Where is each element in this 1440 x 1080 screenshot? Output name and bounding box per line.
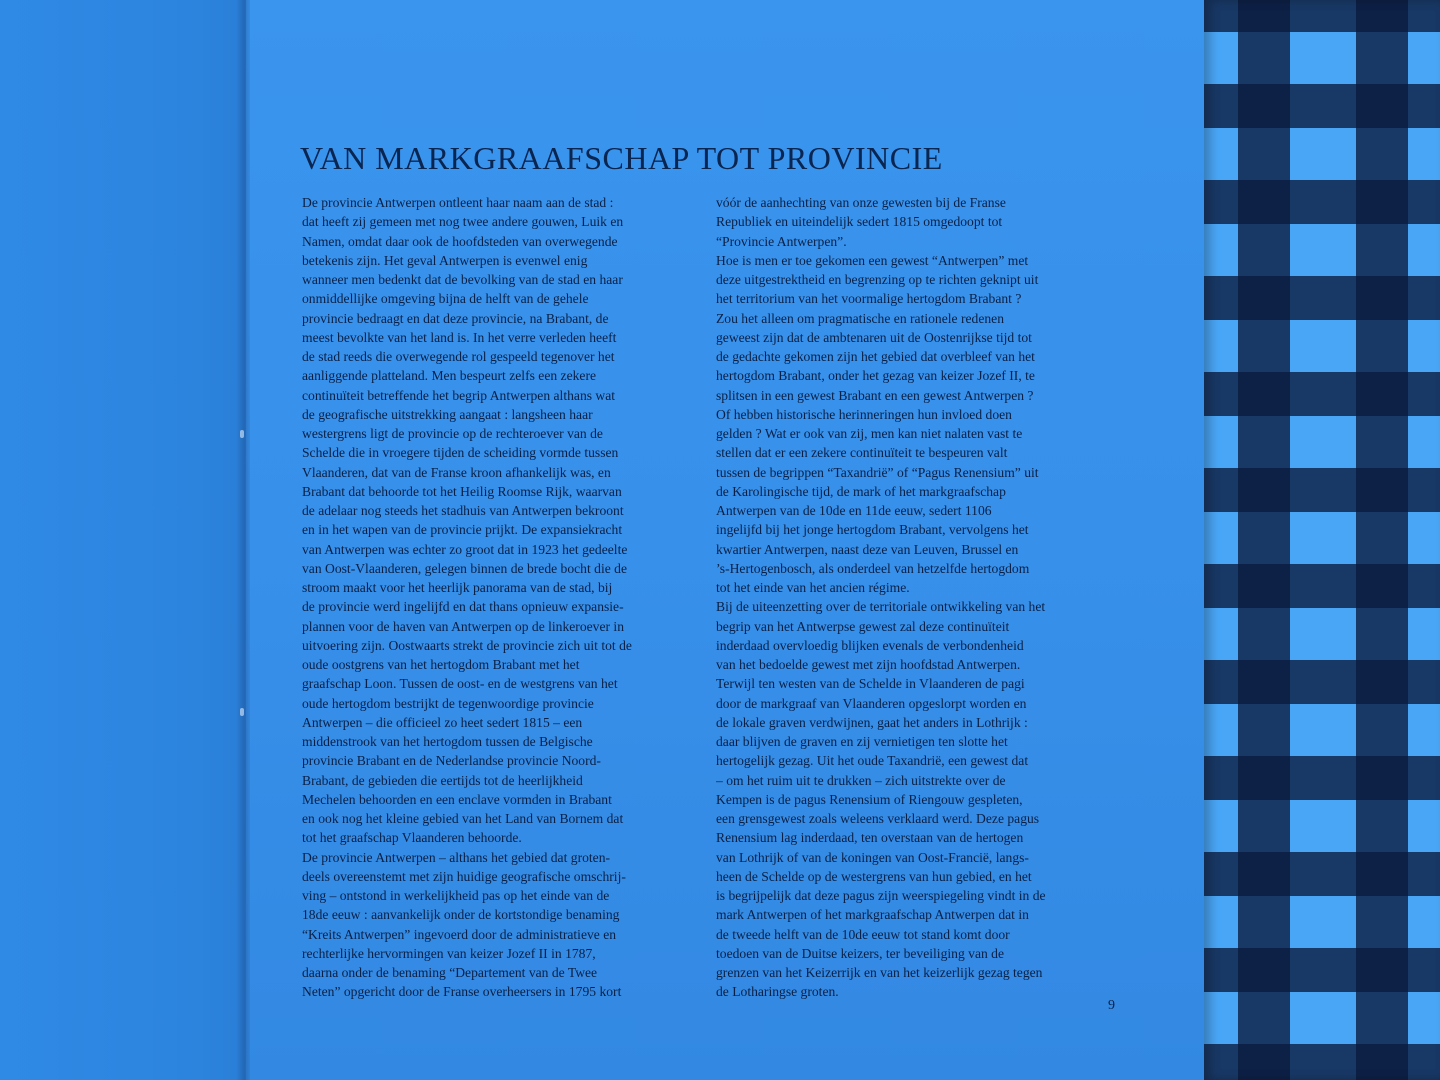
book-gutter [236, 0, 250, 1080]
chapter-heading: VAN MARKGRAAFSCHAP TOT PROVINCIE [300, 140, 943, 176]
text-line: ’s-Hertogenbosch, als onderdeel van hetzelfde hertogdom [716, 560, 1030, 576]
text-line: Antwerpen van de 10de en 11de eeuw, sedert 1106 [716, 503, 992, 518]
text-line: onmiddellijke omgeving bijna de helft van de gehele [302, 291, 589, 307]
right-text-column [716, 193, 1122, 1002]
text-line: Vlaanderen, dat van de Franse kroon afhankelijk was, en [302, 464, 611, 480]
text-line: tussen de begrippen “Taxandrië” of “Pagus Renensium” uit [716, 464, 1039, 480]
text-line: Renensium lag inderdaad, ten overstaan van de hertogen [716, 830, 1024, 846]
text-line: “Kreits Antwerpen” ingevoerd door de administratieve en [302, 926, 617, 942]
text-line: de geografische uitstrekking aangaat : langsheen haar [302, 406, 593, 422]
text-line: Republiek en uiteindelijk sedert 1815 omgedoopt tot [716, 214, 1003, 230]
text-line: vóór de aanhechting van onze gewesten bij de Franse [716, 195, 1006, 210]
binding-mark [240, 430, 244, 438]
text-line: de gedachte gekomen zijn het gebied dat overbleef van het [716, 349, 1035, 364]
text-line: grenzen van het Keizerrijk en van het keizerlijk gezag tegen [716, 965, 1043, 980]
binding-mark [240, 708, 244, 716]
text-line: De provincie Antwerpen ontleent haar naam aan de stad : [302, 195, 614, 210]
text-line: tot het einde van het ancien régime. [716, 580, 910, 595]
text-line: van Oost-Vlaanderen, gelegen binnen de brede bocht die de [302, 560, 627, 576]
text-line: ingelijfd bij het jonge hertogdom Brabant, vervolgens het [716, 522, 1029, 538]
text-line: en in het wapen van de provincie prijkt. De expansiekracht [302, 522, 623, 538]
text-line: rechterlijke hervormingen van keizer Jozef II in 1787, [302, 945, 596, 961]
text-line: tot het graafschap Vlaanderen behoorde. [302, 830, 522, 846]
text-line: Namen, omdat daar ook de hoofdsteden van overwegende [302, 233, 618, 249]
text-line: heen de Schelde op de westergrens van hun gebied, en het [716, 868, 1032, 884]
text-line: betekenis zijn. Het geval Antwerpen is evenwel enig [302, 252, 588, 268]
text-line: begrip van het Antwerpse gewest zal deze continuïteit [716, 618, 1010, 634]
text-line: de tweede helft van de 10de eeuw tot stand komt door [716, 926, 1010, 942]
text-line: middenstrook van het hertogdom tussen de Belgische [302, 734, 593, 749]
text-line: de stad reeds die overwegende rol gespeeld tegenover het [302, 349, 615, 364]
text-line: daarna onder de benaming “Departement van de Twee [302, 965, 598, 980]
text-line: continuïteit betreffende het begrip Antwerpen althans wat [302, 387, 616, 403]
text-line: splitsen in een gewest Brabant en een gewest Antwerpen ? [716, 387, 1034, 403]
text-line: deels overeenstemt met zijn huidige geografische omschrij- [302, 868, 626, 884]
text-line: provincie bedraagt en dat deze provincie, na Brabant, de [302, 310, 609, 326]
left-page [0, 0, 246, 1080]
text-line: Terwijl ten westen van de Schelde in Vlaanderen de pagi [716, 676, 1025, 692]
checkered-cloth [1204, 0, 1440, 1080]
text-line: geweest zijn dat de ambtenaren uit de Oostenrijkse tijd tot [716, 329, 1032, 345]
text-line: door de markgraaf van Vlaanderen opgeslorpt worden en [716, 695, 1027, 711]
text-line: van Antwerpen was echter zo groot dat in 1923 het gedeelte [302, 541, 628, 557]
text-line: stroom maakt voor het heerlijk panorama van de stad, bij [302, 580, 613, 595]
text-line: Kempen is de pagus Renensium of Riengouw gespleten, [716, 791, 1023, 807]
text-line: Hoe is men er toe gekomen een gewest “Antwerpen” met [716, 252, 1029, 268]
text-line: inderdaad overvloedig blijken evenals de verbondenheid [716, 637, 1024, 653]
text-line: – om het ruim uit te drukken – zich uitstrekte over de [716, 772, 1006, 788]
text-line: provincie Brabant en de Nederlandse provincie Noord- [302, 753, 601, 769]
text-line: daar blijven de graven en zij vernietigen ten slotte het [716, 734, 1008, 749]
text-line: de provincie werd ingelijfd en dat thans opnieuw expansie- [302, 599, 624, 615]
text-line: graafschap Loon. Tussen de oost- en de westgrens van het [302, 676, 618, 692]
text-line: oude hertogdom bestrijkt de tegenwoordige provincie [302, 695, 594, 711]
page-number: 9 [1108, 998, 1115, 1013]
text-line: Antwerpen – die officieel zo heet sedert 1815 – een [302, 714, 583, 730]
text-line: dat heeft zij gemeen met nog twee andere gouwen, Luik en [302, 214, 624, 230]
text-line: Neten” opgericht door de Franse overheersers in 1795 kort [302, 984, 622, 1000]
text-line: Schelde die in vroegere tijden de scheiding vormde tussen [302, 445, 619, 461]
text-line: meest bevolkte van het land is. In het verre verleden heeft [302, 329, 617, 345]
text-line: van Lothrijk of van de koningen van Oost-Francië, langs- [716, 849, 1029, 865]
text-line: is begrijpelijk dat deze pagus zijn weerspiegeling vindt in de [716, 888, 1046, 903]
text-line: Brabant dat behoorde tot het Heilig Roomse Rijk, waarvan [302, 483, 622, 499]
text-line: kwartier Antwerpen, naast deze van Leuven, Brussel en [716, 541, 1019, 557]
text-line: westergrens ligt de provincie op de rechteroever van de [302, 426, 603, 441]
text-line: stellen dat er een zekere continuïteit te bespeuren valt [716, 445, 1008, 461]
text-line: “Provincie Antwerpen”. [716, 233, 847, 249]
text-line: Bij de uiteenzetting over de territoriale ontwikkeling van het [716, 599, 1046, 615]
text-line: wanneer men bedenkt dat de bevolking van de stad en haar [302, 272, 623, 287]
text-line: uitvoering zijn. Oostwaarts strekt de provincie zich uit tot de [302, 637, 632, 653]
text-line: de Lotharingse groten. [716, 984, 839, 1000]
text-line: hertogelijk gezag. Uit het oude Taxandrië, een gewest dat [716, 753, 1029, 769]
text-line: de adelaar nog steeds het stadhuis van Antwerpen bekroont [302, 503, 624, 518]
text-line: Mechelen behoorden en een enclave vormden in Brabant [302, 791, 612, 807]
text-line: oude oostgrens van het hertogdom Brabant met het [302, 657, 580, 672]
text-line: plannen voor de haven van Antwerpen op de linkeroever in [302, 618, 624, 634]
text-line: de Karolingische tijd, de mark of het markgraafschap [716, 483, 1006, 499]
text-line: aanliggende platteland. Men bespeurt zelfs een zekere [302, 368, 597, 384]
text-line: hertogdom Brabant, onder het gezag van keizer Jozef II, te [716, 368, 1035, 384]
text-line: Brabant, de gebieden die eertijds tot de heerlijkheid [302, 772, 583, 788]
text-line: van het bedoelde gewest met zijn hoofdstad Antwerpen. [716, 657, 1021, 672]
text-line: ving – ontstond in werkelijkheid pas op het einde van de [302, 888, 610, 903]
text-line: mark Antwerpen of het markgraafschap Antwerpen dat in [716, 907, 1029, 923]
text-line: De provincie Antwerpen – althans het gebied dat groten- [302, 849, 611, 865]
text-line: Of hebben historische herinneringen hun invloed doen [716, 406, 1012, 422]
text-line: de lokale graven verdwijnen, gaat het anders in Lothrijk : [716, 714, 1028, 730]
left-text-column [302, 193, 708, 1002]
text-line: toedoen van de Duitse keizers, ter beveiliging van de [716, 945, 1005, 961]
text-line: gelden ? Wat er ook van zij, men kan niet nalaten vast te [716, 426, 1023, 441]
text-line: het territorium van het voormalige hertogdom Brabant ? [716, 291, 1022, 307]
text-line: een grensgewest zoals weleens verklaard werd. Deze pagus [716, 811, 1040, 826]
text-line: en ook nog het kleine gebied van het Land van Bornem dat [302, 811, 624, 826]
text-line: deze uitgestrektheid en begrenzing op te richten geknipt uit [716, 272, 1039, 287]
text-line: 18de eeuw : aanvankelijk onder de kortstondige benaming [302, 907, 620, 923]
text-line: Zou het alleen om pragmatische en rationele redenen [716, 310, 1004, 326]
